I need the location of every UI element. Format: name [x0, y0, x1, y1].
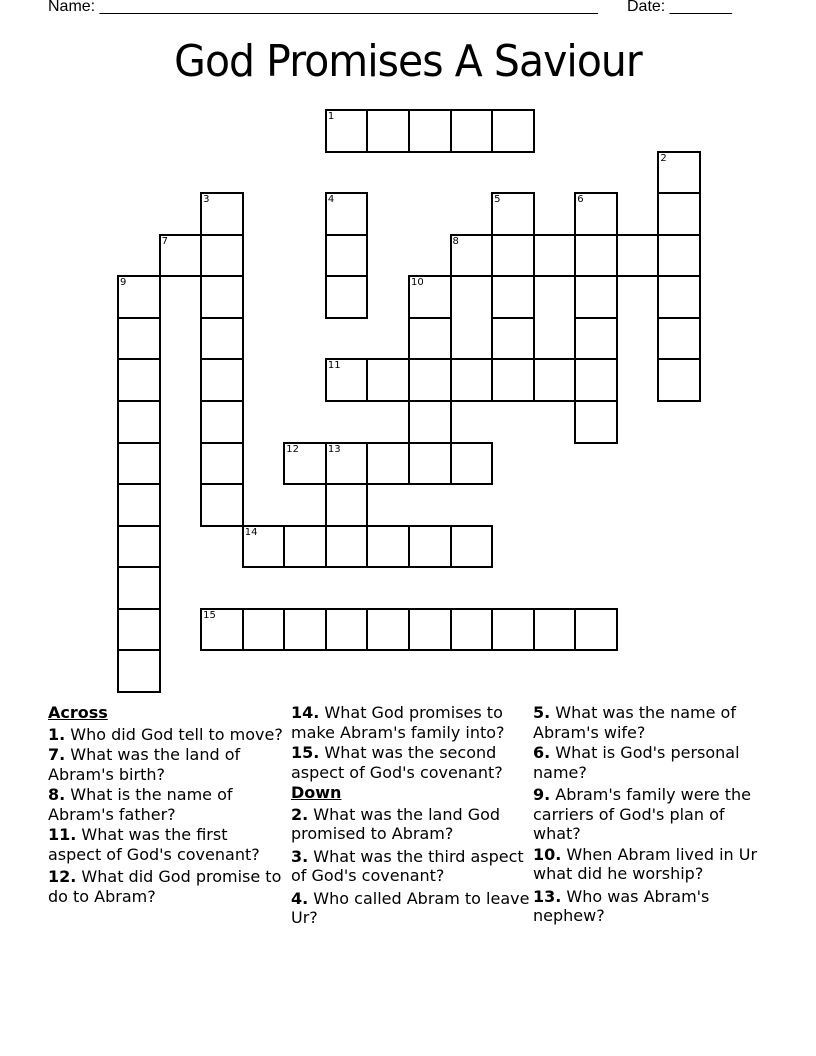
clue-across-14 — [291, 703, 531, 742]
crossword-cell[interactable] — [408, 358, 452, 402]
crossword-cell[interactable] — [200, 358, 244, 402]
crossword-cell[interactable] — [450, 608, 494, 652]
clues-column-2 — [291, 703, 531, 929]
date-field-label[interactable]: Date: _______ — [627, 0, 732, 15]
crossword-cell[interactable] — [325, 275, 369, 319]
cell-number: 4 — [327, 194, 335, 206]
clue-number: 13. — [533, 886, 562, 906]
cell-number: 9 — [120, 277, 127, 289]
clue-number: 8. — [48, 785, 66, 804]
crossword-cell[interactable] — [325, 109, 369, 153]
clue-across-1 — [48, 725, 284, 745]
crossword-cell[interactable] — [533, 608, 577, 652]
page-title: God Promises A Saviour — [174, 36, 642, 87]
clue-text: What is the name of Abram's father? — [48, 785, 233, 824]
crossword-cell[interactable] — [366, 109, 410, 153]
clue-text: What was the first aspect of God's covenant? — [48, 825, 260, 864]
clue-down-10 — [533, 845, 773, 884]
crossword-cell[interactable] — [117, 525, 161, 569]
crossword-cell[interactable] — [200, 234, 244, 278]
crossword-cell[interactable] — [242, 525, 286, 569]
cell-number: 5 — [494, 194, 501, 206]
clue-number: 2. — [291, 804, 309, 824]
crossword-cell[interactable] — [408, 317, 452, 361]
clue-number: 6. — [533, 743, 551, 762]
clue-down-2 — [291, 805, 531, 844]
clue-number: 10. — [533, 844, 562, 864]
crossword-cell[interactable] — [450, 234, 494, 278]
clue-text: What was the second aspect of God's covenant? — [291, 743, 503, 782]
crossword-cell[interactable] — [325, 234, 369, 278]
crossword-cell[interactable] — [408, 400, 452, 444]
clue-text: What is God's personal name? — [533, 743, 740, 782]
crossword-cell[interactable] — [117, 483, 161, 527]
crossword-cell[interactable] — [450, 525, 494, 569]
clue-across-12 — [48, 867, 284, 906]
clue-across-7 — [48, 745, 284, 784]
crossword-cell[interactable] — [159, 234, 203, 278]
crossword-cell[interactable] — [491, 234, 535, 278]
crossword-cell[interactable] — [408, 442, 452, 486]
clue-number: 12. — [48, 867, 77, 886]
crossword-cell[interactable] — [657, 192, 701, 236]
clue-text: Who called Abram to leave Ur? — [291, 888, 530, 927]
clue-number: 5. — [533, 703, 551, 722]
crossword-cell[interactable] — [408, 608, 452, 652]
cell-number: 7 — [161, 235, 168, 247]
cell-number: 13 — [327, 443, 341, 455]
crossword-cell[interactable] — [616, 234, 660, 278]
clue-number: 3. — [291, 846, 309, 866]
crossword-cell[interactable] — [325, 358, 369, 402]
clue-across-15 — [291, 743, 531, 782]
crossword-cell[interactable] — [574, 317, 618, 361]
crossword-cell[interactable] — [491, 317, 535, 361]
crossword-cell[interactable] — [408, 525, 452, 569]
crossword-cell[interactable] — [117, 608, 161, 652]
cell-number: 8 — [452, 235, 459, 247]
crossword-cell[interactable] — [366, 442, 410, 486]
crossword-cell[interactable] — [366, 608, 410, 652]
crossword-cell[interactable] — [117, 400, 161, 444]
crossword-cell[interactable] — [574, 608, 618, 652]
crossword-cell[interactable] — [325, 608, 369, 652]
clue-text: When Abram lived in Ur what did he worship? — [533, 844, 758, 883]
crossword-cell[interactable] — [408, 275, 452, 319]
cell-number: 6 — [577, 194, 584, 206]
clue-text: What was the land God promised to Abram? — [291, 804, 501, 843]
crossword-cell[interactable] — [283, 442, 327, 486]
crossword-cell[interactable] — [533, 234, 577, 278]
crossword-cell[interactable] — [200, 442, 244, 486]
crossword-cell[interactable] — [366, 358, 410, 402]
crossword-cell[interactable] — [283, 608, 327, 652]
crossword-cell[interactable] — [657, 151, 701, 195]
crossword-cell[interactable] — [117, 358, 161, 402]
cell-number: 14 — [244, 526, 258, 538]
crossword-cell[interactable] — [325, 525, 369, 569]
crossword-cell[interactable] — [657, 358, 701, 402]
crossword-cell[interactable] — [533, 358, 577, 402]
crossword-cell[interactable] — [574, 400, 618, 444]
clue-across-11 — [48, 825, 284, 864]
clue-number: 14. — [291, 703, 320, 722]
crossword-cell[interactable] — [657, 317, 701, 361]
crossword-cell[interactable] — [574, 275, 618, 319]
cell-number: 10 — [410, 277, 424, 289]
crossword-cell[interactable] — [450, 358, 494, 402]
crossword-cell[interactable] — [657, 234, 701, 278]
clue-number: 15. — [291, 743, 320, 762]
clue-down-13 — [533, 887, 773, 926]
crossword-cell[interactable] — [574, 192, 618, 236]
cell-number: 2 — [660, 152, 667, 164]
crossword-cell[interactable] — [200, 192, 244, 236]
crossword-cell[interactable] — [200, 317, 244, 361]
clue-number: 1. — [48, 724, 66, 744]
crossword-cell[interactable] — [325, 192, 369, 236]
clue-down-3 — [291, 847, 531, 886]
crossword-cell[interactable] — [574, 234, 618, 278]
clue-number: 9. — [533, 785, 551, 804]
crossword-cell[interactable] — [200, 608, 244, 652]
cell-number: 3 — [203, 194, 210, 206]
crossword-cell[interactable] — [491, 192, 535, 236]
crossword-cell[interactable] — [117, 275, 161, 319]
clue-text: What was the land of Abram's birth? — [48, 745, 241, 784]
crossword-cell[interactable] — [491, 358, 535, 402]
clue-across-8 — [48, 785, 284, 824]
cell-number: 12 — [286, 443, 299, 455]
cell-number: 11 — [327, 360, 341, 372]
crossword-grid — [118, 110, 700, 692]
clue-text: What God promises to make Abram's family into? — [291, 703, 505, 742]
crossword-cell[interactable] — [117, 317, 161, 361]
clue-text: What did God promise to do to Abram? — [48, 867, 282, 906]
crossword-cell[interactable] — [242, 608, 286, 652]
crossword-cell[interactable] — [200, 483, 244, 527]
clue-number: 7. — [48, 745, 66, 764]
clue-number: 11. — [48, 825, 77, 844]
clues-column-3 — [533, 703, 773, 927]
crossword-cell[interactable] — [325, 442, 369, 486]
clue-text: Who did God tell to move? — [65, 724, 283, 744]
clue-text: What was the name of Abram's wife? — [533, 703, 736, 742]
clues-column-1 — [48, 703, 284, 907]
clue-text: Abram's family were the carriers of God's plan of what? — [533, 785, 752, 843]
crossword-cell[interactable] — [408, 109, 452, 153]
crossword-cell[interactable] — [200, 275, 244, 319]
crossword-cell[interactable] — [117, 442, 161, 486]
crossword-cell[interactable] — [450, 442, 494, 486]
cell-number: 1 — [327, 111, 335, 122]
across-heading: Across — [48, 703, 108, 722]
clue-down-4 — [291, 889, 531, 928]
crossword-cell[interactable] — [366, 525, 410, 569]
name-field-label[interactable]: Name: ________________________________________________________ — [48, 0, 598, 15]
crossword-cell[interactable] — [117, 566, 161, 610]
crossword-cell[interactable] — [283, 525, 327, 569]
clue-down-9 — [533, 785, 773, 844]
crossword-cell[interactable] — [450, 109, 494, 153]
clue-number: 4. — [291, 888, 309, 908]
crossword-cell[interactable] — [200, 400, 244, 444]
crossword-cell[interactable] — [491, 608, 535, 652]
worksheet-header — [48, 0, 732, 17]
clue-down-6 — [533, 743, 773, 782]
down-heading: Down — [291, 783, 342, 802]
crossword-cell[interactable] — [117, 649, 161, 693]
clue-text: What was the third aspect of God's covenant? — [291, 846, 524, 885]
clue-text: Who was Abram's nephew? — [533, 886, 710, 925]
clue-down-5 — [533, 703, 773, 742]
crossword-cell[interactable] — [325, 483, 369, 527]
crossword-cell[interactable] — [657, 275, 701, 319]
crossword-cell[interactable] — [491, 275, 535, 319]
crossword-cell[interactable] — [574, 358, 618, 402]
cell-number: 15 — [203, 609, 216, 621]
crossword-cell[interactable] — [491, 109, 535, 153]
